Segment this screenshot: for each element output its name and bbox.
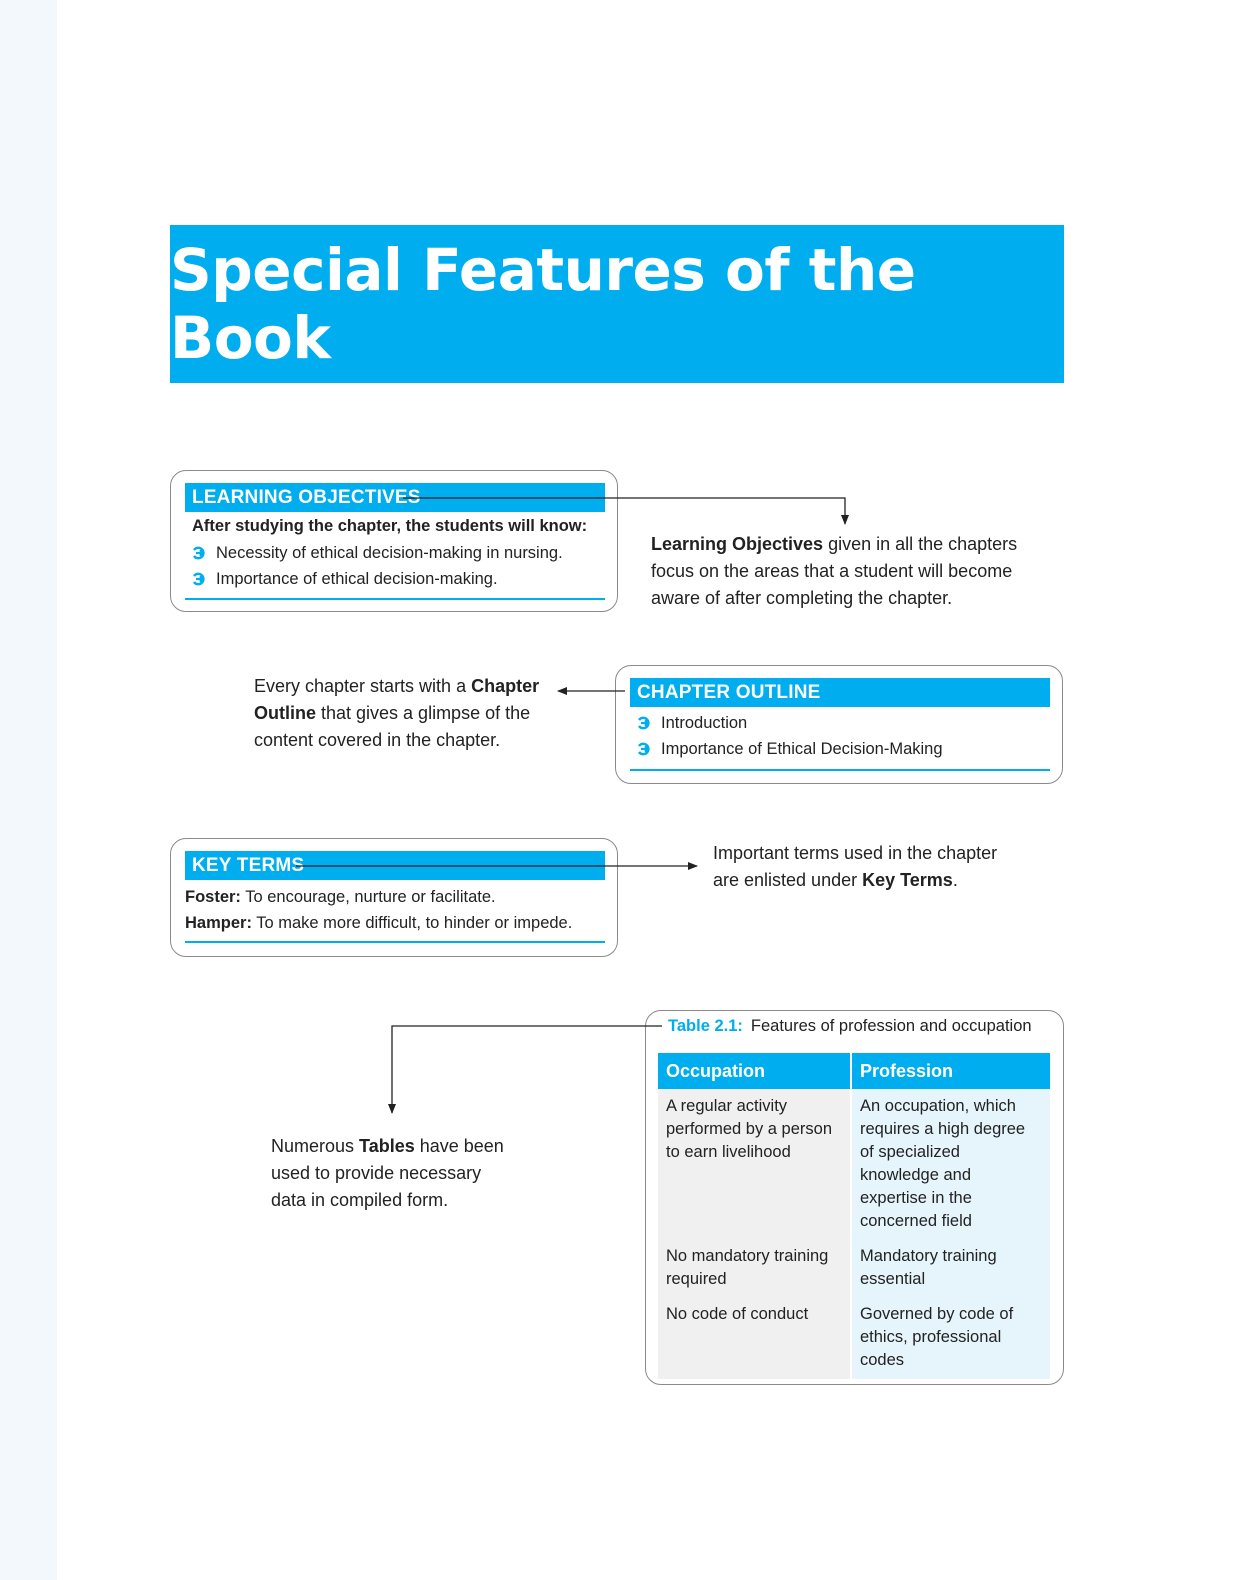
table-cell: No mandatory training required bbox=[658, 1239, 851, 1297]
arrow-circle-icon bbox=[192, 572, 206, 586]
list-item: Introduction bbox=[637, 714, 747, 733]
list-item: Importance of Ethical Decision-Making bbox=[637, 740, 943, 759]
table-cell: Mandatory training essential bbox=[851, 1239, 1050, 1297]
table-cell: No code of conduct bbox=[658, 1297, 851, 1379]
arrow-circle-icon bbox=[192, 546, 206, 560]
title-banner bbox=[170, 225, 1064, 383]
key-terms-box bbox=[170, 838, 618, 957]
chapter-outline-header: CHAPTER OUTLINE bbox=[630, 678, 1050, 707]
list-item: Necessity of ethical decision-making in nursing. bbox=[192, 544, 563, 563]
page-side-strip bbox=[0, 0, 57, 1580]
table-cell: Governed by code of ethics, professional codes bbox=[851, 1297, 1050, 1379]
key-term-item: Hamper: To make more difficult, to hinder or impede. bbox=[185, 914, 573, 932]
table-cell: A regular activity performed by a person to earn livelihood bbox=[658, 1089, 851, 1239]
table-row bbox=[658, 1239, 1050, 1297]
tables-note: Numerous Tables have been used to provide necessary data in compiled form. bbox=[271, 1136, 504, 1210]
arrow-circle-icon bbox=[637, 742, 651, 756]
box-bottom-rule bbox=[185, 941, 605, 943]
key-terms-note: Important terms used in the chapter are enlisted under Key Terms. bbox=[713, 843, 998, 890]
tables-arrow bbox=[392, 1026, 662, 1113]
page-title: Special Features of the Book bbox=[170, 236, 916, 372]
key-terms-header: KEY TERMS bbox=[185, 851, 605, 880]
table-caption: Table 2.1: Features of profession and occupation bbox=[662, 1017, 1038, 1036]
column-header: Occupation bbox=[658, 1053, 851, 1089]
box-bottom-rule bbox=[630, 769, 1050, 771]
learning-objectives-header: LEARNING OBJECTIVES bbox=[185, 483, 605, 512]
chapter-outline-box bbox=[615, 665, 1063, 784]
chapter-outline-note: Every chapter starts with a Chapter Outline that gives a glimpse of the content covered in the chapter. bbox=[254, 676, 540, 750]
column-header: Profession bbox=[851, 1053, 1050, 1089]
learning-objectives-box bbox=[170, 470, 618, 612]
list-item: Importance of ethical decision-making. bbox=[192, 570, 498, 589]
arrow-circle-icon bbox=[637, 716, 651, 730]
learning-objectives-note: Learning Objectives given in all the chapters focus on the areas that a student will become aware of after completing the chapter. bbox=[651, 534, 1018, 608]
table-cell: An occupation, which requires a high degree of specialized knowledge and expertise in the concerned field bbox=[851, 1089, 1050, 1239]
features-table bbox=[658, 1053, 1050, 1379]
box-bottom-rule bbox=[185, 598, 605, 600]
table-row bbox=[658, 1297, 1050, 1379]
key-term-item: Foster: To encourage, nurture or facilitate. bbox=[185, 888, 496, 906]
learning-objectives-intro: After studying the chapter, the students will know: bbox=[192, 517, 588, 535]
table-header-row bbox=[658, 1053, 1050, 1089]
table-row bbox=[658, 1089, 1050, 1239]
